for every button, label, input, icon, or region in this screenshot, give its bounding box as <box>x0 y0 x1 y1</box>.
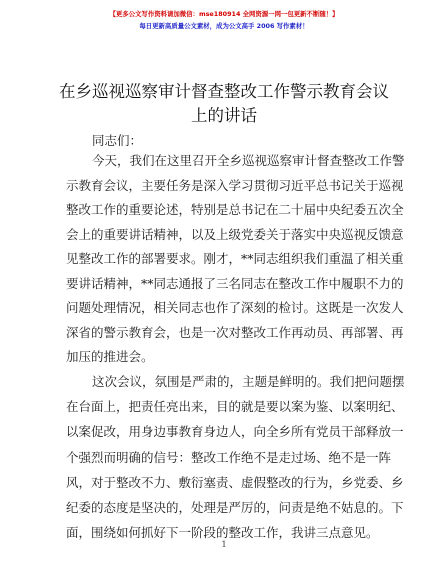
paragraph-2-line-6: 纪委的态度是坚决的，处理是严厉的，问责是绝不姑息的。下 <box>66 500 404 515</box>
promo-banner-line-1: 【更多公文写作资料请加微信：mse180914 全网资源一网一包更新不断随！】 <box>109 10 339 18</box>
paragraph-1-line-6: 要讲话精神，**同志通报了三名同志在整改工作中履职不力的 <box>66 275 404 291</box>
paragraph-2-line-7: 面，围绕如何抓好下一阶段的整改工作，我讲三点意见。 <box>66 525 379 541</box>
paragraph-1-line-3: 整改工作的重要论述，特别是总书记在二十届中央纪委五次全 <box>66 202 404 217</box>
document-title-line-1: 在乡巡视巡察审计督查整改工作警示教育会议 <box>59 82 389 101</box>
page-number: 1 <box>221 540 227 549</box>
paragraph-2-line-1: 这次会议，氛围是严肃的，主题是鲜明的。我们把问题摆 <box>92 374 405 389</box>
paragraph-1-line-9: 加压的推进会。 <box>66 349 154 364</box>
paragraph-2-line-2: 在台面上，把责任亮出来，目的就是要以案为鉴、以案明纪、 <box>66 399 404 415</box>
paragraph-1-line-5: 见整改工作的部署要求。刚才，**同志组织我们重温了相关重 <box>66 251 404 266</box>
paragraph-1-line-1: 今天，我们在这里召开全乡巡视巡察审计督查整改工作警 <box>92 153 405 168</box>
paragraph-2-line-3: 以案促改，用身边事教育身边人，向全乡所有党员干部释放一 <box>66 424 404 440</box>
paragraph-1-line-4: 会上的重要讲话精神，以及上级党委关于落实中央巡视反馈意 <box>66 226 404 242</box>
promo-banner-line-2: 每日更新高质量公文素材，成为公文高手 2006 写作素材！ <box>139 22 309 30</box>
paragraph-1-line-8: 深省的警示教育会，也是一次对整改工作再动员、再部署、再 <box>66 324 404 340</box>
paragraph-1-line-2: 示教育会议，主要任务是深入学习贯彻习近平总书记关于巡视 <box>66 177 404 193</box>
paragraph-2-line-5: 风，对于整改不力、敷衍塞责、虚假整改的行为，乡党委、乡 <box>66 474 404 490</box>
paragraph-2-line-4: 个强烈而明确的信号：整改工作绝不是走过场、绝不是一阵 <box>66 449 392 465</box>
salutation: 同志们： <box>92 133 143 148</box>
document-title-line-2: 上的讲话 <box>191 106 257 125</box>
paragraph-1-line-7: 问题处理情况，相关同志也作了深刻的检讨。这既是一次发人 <box>66 300 404 315</box>
